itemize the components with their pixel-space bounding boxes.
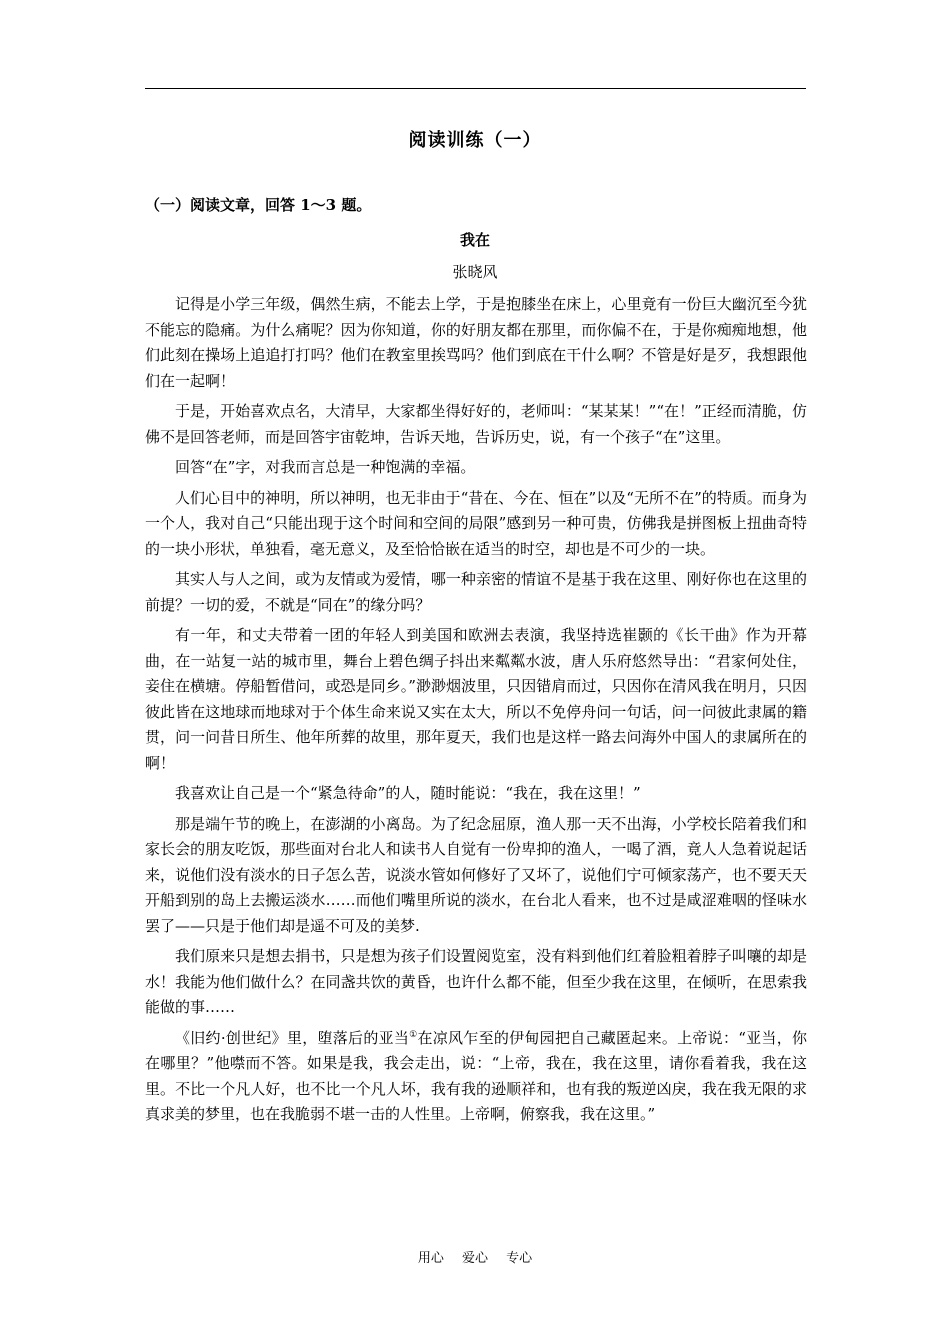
paragraph-9: 我们原来只是想去捐书，只是想为孩子们设置阅览室，没有料到他们红着脸粗着脖子叫嚷的却是水！我能为他们做什么？在同盏共饮的黄昏，也许什么都不能，但至少我在这里，在倾听，在思索我能做的事…… (145, 947, 807, 1016)
paragraph-8: 那是端午节的晚上，在澎湖的小离岛。为了纪念屈原，渔人那一天不出海，小学校长陪着我们和家长会的朋友吃饭，那些面对台北人和读书人自觉有一份卑抑的渔人，一喝了酒，竟人人急着说起话来，说他们没有淡水的日子怎么苦，说淡水管如何修好了又坏了，说他们宁可倾家荡产，也不要天天开船到别的岛上去搬运淡水……而他们嘴里所说的淡水，在台北人看来，也不过是咸涩难咽的怪味水罢了——只是于他们却是遥不可及的美梦. (145, 814, 807, 935)
paragraph-6: 有一年，和丈夫带着一团的年轻人到美国和欧洲去表演，我坚持选崔颢的《长干曲》作为开幕曲，在一站复一站的城市里，舞台上碧色绸子抖出来粼粼水波，唐人乐府悠然导出：“君家何处住，妾住在横塘。停船暂借问，或恐是同乡。”渺渺烟波里，只因错肩而过，只因你在清风我在明月，只因彼此皆在这地球而地球对于个体生命来说又实在太大，所以不免停舟问一句话，问一问彼此隶属的籍贯，问一问昔日所生、他年所葬的故里，那年夏天，我们也是这样一路去问海外中国人的隶属所在的啊！ (145, 626, 807, 772)
paragraph-5: 其实人与人之间，或为友情或为爱情，哪一种亲密的情谊不是基于我在这里、刚好你也在这里的前提？一切的爱，不就是“同在”的缘分吗？ (145, 570, 807, 614)
paragraph-2: 于是，开始喜欢点名，大清早，大家都坐得好好的，老师叫：“某某某！”“在！”正经而清脆，仿佛不是回答老师，而是回答宇宙乾坤，告诉天地，告诉历史，说，有一个孩子“在”这里。 (145, 402, 807, 446)
header-rule (145, 88, 806, 89)
section-heading: （一）阅读文章，回答 1～3 题。 (145, 196, 372, 214)
article-author: 张晓风 (452, 263, 498, 281)
paragraph-10 (145, 1026, 807, 1128)
paragraph-10-start: 《旧约·创世纪》里，堕落后的亚当 (175, 1028, 410, 1047)
paragraph-4: 人们心目中的神明，所以神明，也无非由于“昔在、今在、恒在”以及“无所不在”的特质。而身为一个人，我对自己“只能出现于这个时间和空间的局限”感到另一种可贵，仿佛我是拼图板上扭曲奇特的一块小形状，单独看，毫无意义，及至恰恰嵌在适当的时空，却也是不可少的一块。 (145, 488, 807, 558)
page-footer: 用心 爱心 专心 (417, 1251, 533, 1266)
paragraph-7: 我喜欢让自己是一个“紧急待命”的人，随时能说：“我在，我在这里！” (175, 784, 641, 802)
document-title: 阅读训练（一） (408, 130, 542, 151)
article-body (145, 292, 807, 1133)
paragraph-3: 回答“在”字，对我而言总是一种饱满的幸福。 (175, 458, 476, 476)
footnote-marker: ① (409, 1029, 418, 1040)
article-title: 我在 (459, 231, 490, 249)
paragraph-1: 记得是小学三年级，偶然生病，不能去上学，于是抱膝坐在床上，心里竟有一份巨大幽沉至今犹不能忘的隐痛。为什么痛呢？因为你知道，你的好朋友都在那里，而你偏不在，于是你痴痴地想，他们此刻在操场上追追打打吗？他们在教室里挨骂吗？他们到底在干什么啊？不管是好是歹，我想跟他们在一起啊！ (145, 295, 807, 390)
paragraph-10-rest: 在凉风乍至的伊甸园把自己藏匿起来。上帝说：“亚当，你在哪里？”他噤而不答。如果是我，我会走出，说：“上帝，我在，我在这里，请你看着我，我在这里。不比一个凡人好，也不比一个凡人坏，我有我的逊顺祥和，也有我的叛逆凶戾，我在我无限的求真求美的梦里，也在我脆弱不堪一击的人性里。上帝啊，俯察我，我在这里。” (145, 1028, 807, 1123)
